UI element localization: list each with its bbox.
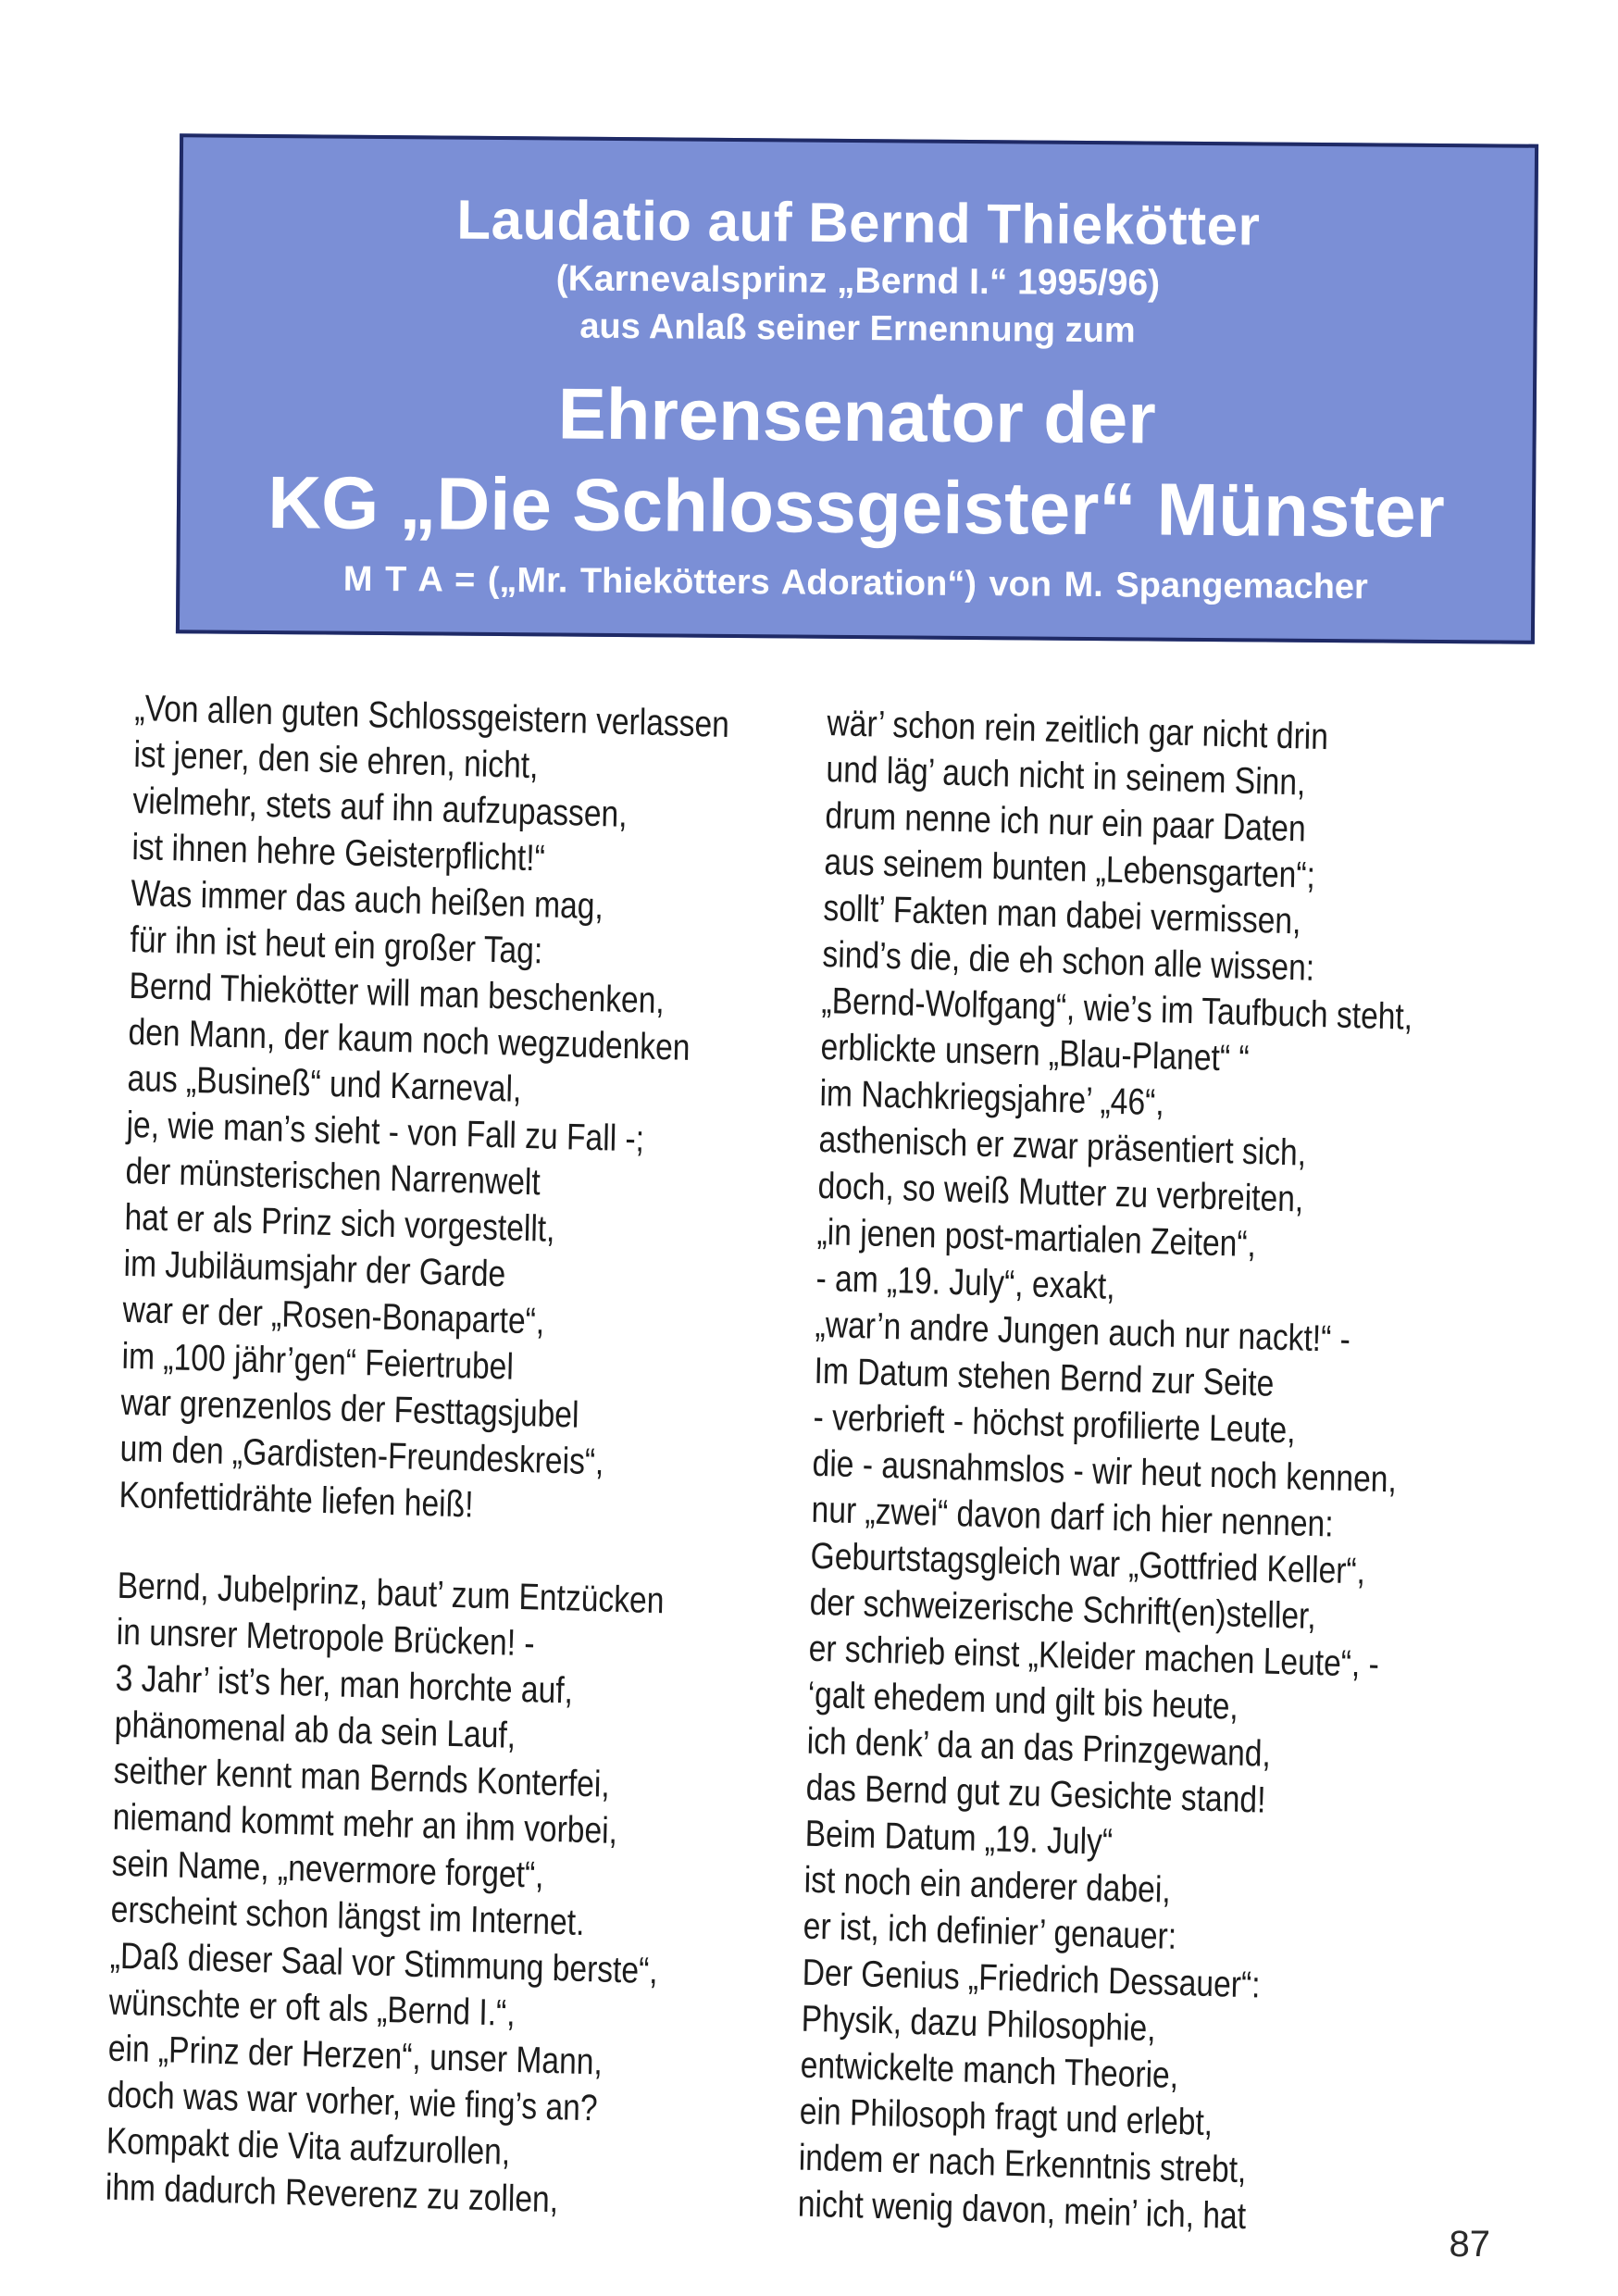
poem-line: sollt’ Fakten man dabei vermissen, [823,887,1301,942]
poem-line: er ist, ich definier’ genauer: [803,1905,1177,1957]
honor-line-2: KG „Die Schlossgeister“ Münster [267,461,1446,553]
poem-line: Bernd, Jubelprinz, baut’ zum Entzücken [117,1565,665,1622]
poem-line: asthenisch er zwar präsentiert sich, [818,1118,1307,1174]
poem-line: für ihn ist heut ein großer Tag: [130,918,543,972]
occasion-line: aus Anlaß seiner Ernennung zum [579,306,1136,351]
poem-line: 3 Jahr’ ist’s her, man horchte auf, [115,1657,574,1712]
poem-line: aus „Busineß“ und Karneval, [127,1057,522,1110]
poem-line: ist noch ein anderer dabei, [803,1859,1172,1911]
title-box [176,133,1538,644]
poem-line: der münsterischen Narrenwelt [125,1150,541,1204]
poem-line: indem er nach Erkenntnis strebt, [798,2137,1247,2191]
poem-line: doch, so weiß Mutter zu verbreiten, [817,1165,1304,1220]
poem-line: Der Genius „Friedrich Dessauer“: [802,1952,1261,2006]
poem-line: Bernd Thiekötter will man beschenken, [129,965,666,1022]
poem-line: ein Philosoph fragt und erlebt, [799,2090,1214,2144]
poem-line: ist jener, den sie ehren, nicht, [133,733,539,787]
poem-line: ich denk’ da an das Prinzgewand, [806,1720,1272,1775]
poem-line: Was immer das auch heißen mag, [131,872,604,928]
poem-line: Geburtstagsgleich war „Gottfried Keller“, [810,1535,1366,1592]
poem-line: er schrieb einst „Kleider machen Leute“, - [808,1628,1380,1685]
poem-line: nicht wenig davon, mein’ ich, hat [797,2183,1247,2238]
poem-line: im „100 jähr’gen“ Feiertrubel [121,1335,515,1388]
poem-line: ein „Prinz der Herzen“, unser Mann, [107,2028,604,2083]
poem-line: ist ihnen hehre Geisterpflicht!“ [131,826,546,880]
poem-line: das Bernd gut zu Gesichte stand! [805,1766,1266,1821]
poem-line: Physik, dazu Philosophie, [801,1998,1157,2050]
poem-column-left [105,685,729,2227]
poem-line: seither kennt man Bernds Konterfei, [113,1750,611,1805]
poem-line: Kompakt die Vita aufzurollen, [106,2120,511,2173]
poem-line: vielmehr, stets auf ihn aufzupassen, [132,780,628,835]
poem-line: der schweizerische Schrift(en)steller, [809,1581,1317,1638]
poem-line: im Jubiläumsjahr der Garde [123,1242,506,1295]
poem-column-right [797,700,1418,2243]
poem-line: erblickte unsern „Blau-Planet“ “ [820,1026,1251,1079]
poem-line: „Bernd-Wolfgang“, wie’s im Taufbuch steht, [821,980,1413,1038]
poem-line: entwickelte manch Theorie, [800,2044,1179,2097]
poem-line: den Mann, der kaum noch wegzudenken [128,1011,691,1068]
poem-line: sind’s die, die eh schon alle wissen: [822,933,1315,989]
poem-line: Beim Datum „19. July“ [804,1813,1114,1863]
poem-line: je, wie man’s sieht - von Fall zu Fall -; [126,1104,645,1160]
poem-line: Im Datum stehen Bernd zur Seite [814,1350,1275,1404]
page-title: Laudatio auf Bernd Thiekötter [456,188,1261,257]
honor-line-1: Ehrensenator der [557,372,1157,459]
poem-line: phänomenal ab da sein Lauf, [114,1703,517,1756]
poem-line: die - ausnahmslos - wir heut noch kennen, [812,1442,1398,1501]
poem-line: sein Name, „nevermore forget“, [111,1842,544,1896]
poem-line: doch was war vorher, wie fing’s an? [106,2074,598,2129]
poem-line: in unsrer Metropole Brücken! - [116,1611,535,1665]
poem-line: - verbrieft - höchst profilierte Leute, [813,1396,1296,1452]
poem-line: im Nachkriegsjahre’ „46“, [819,1072,1165,1124]
poem-line: „Daß dieser Saal vor Stimmung berste“, [109,1935,659,1992]
poem-line: „war’n andre Jungen auch nur nackt!“ - [815,1304,1351,1361]
poem-line: erscheint schon längst im Internet. [110,1889,585,1943]
poem-line: „in jenen post-martialen Zeiten“, [816,1211,1257,1266]
poem-line: war grenzenlos der Festtagsjubel [120,1381,579,1436]
poem-line: „Von allen guten Schlossgeistern verlassen [134,687,730,746]
poem-line: nur „zwei“ davon darf ich hier nennen: [811,1489,1335,1545]
page-number: 87 [1449,2224,1490,2265]
poem-line: wünschte er oft als „Bernd I.“, [108,1981,517,2034]
poem-line: war er der „Rosen-Bonaparte“, [122,1289,545,1342]
poem-line: und läg’ auch nicht in seinem Sinn, [826,748,1306,804]
poem-line: - am „19. July“, exakt, [815,1257,1116,1307]
poem-line: ihm dadurch Reverenz zu zollen, [105,2166,559,2221]
subtitle: (Karnevalsprinz „Bernd I.“ 1995/96) [555,258,1161,304]
byline: M T A = („Mr. Thiekötters Adoration“) von M. Spangemacher [342,559,1368,607]
poem-line: Konfettidrähte liefen heiß! [118,1474,474,1526]
poem-line: niemand kommt mehr an ihm vorbei, [112,1796,618,1852]
poem-line: wär’ schon rein zeitlich gar nicht drin [827,702,1329,758]
poem-line: drum nenne ich nur ein paar Daten [825,794,1307,850]
poem-line: ‘galt ehedem und gilt bis heute, [807,1674,1239,1728]
poem-line: hat er als Prinz sich vorgestellt, [124,1196,555,1250]
poem-line: aus seinem bunten „Lebensgarten“; [824,841,1316,896]
poem-line: um den „Gardisten-Freundeskreis“, [119,1428,604,1483]
